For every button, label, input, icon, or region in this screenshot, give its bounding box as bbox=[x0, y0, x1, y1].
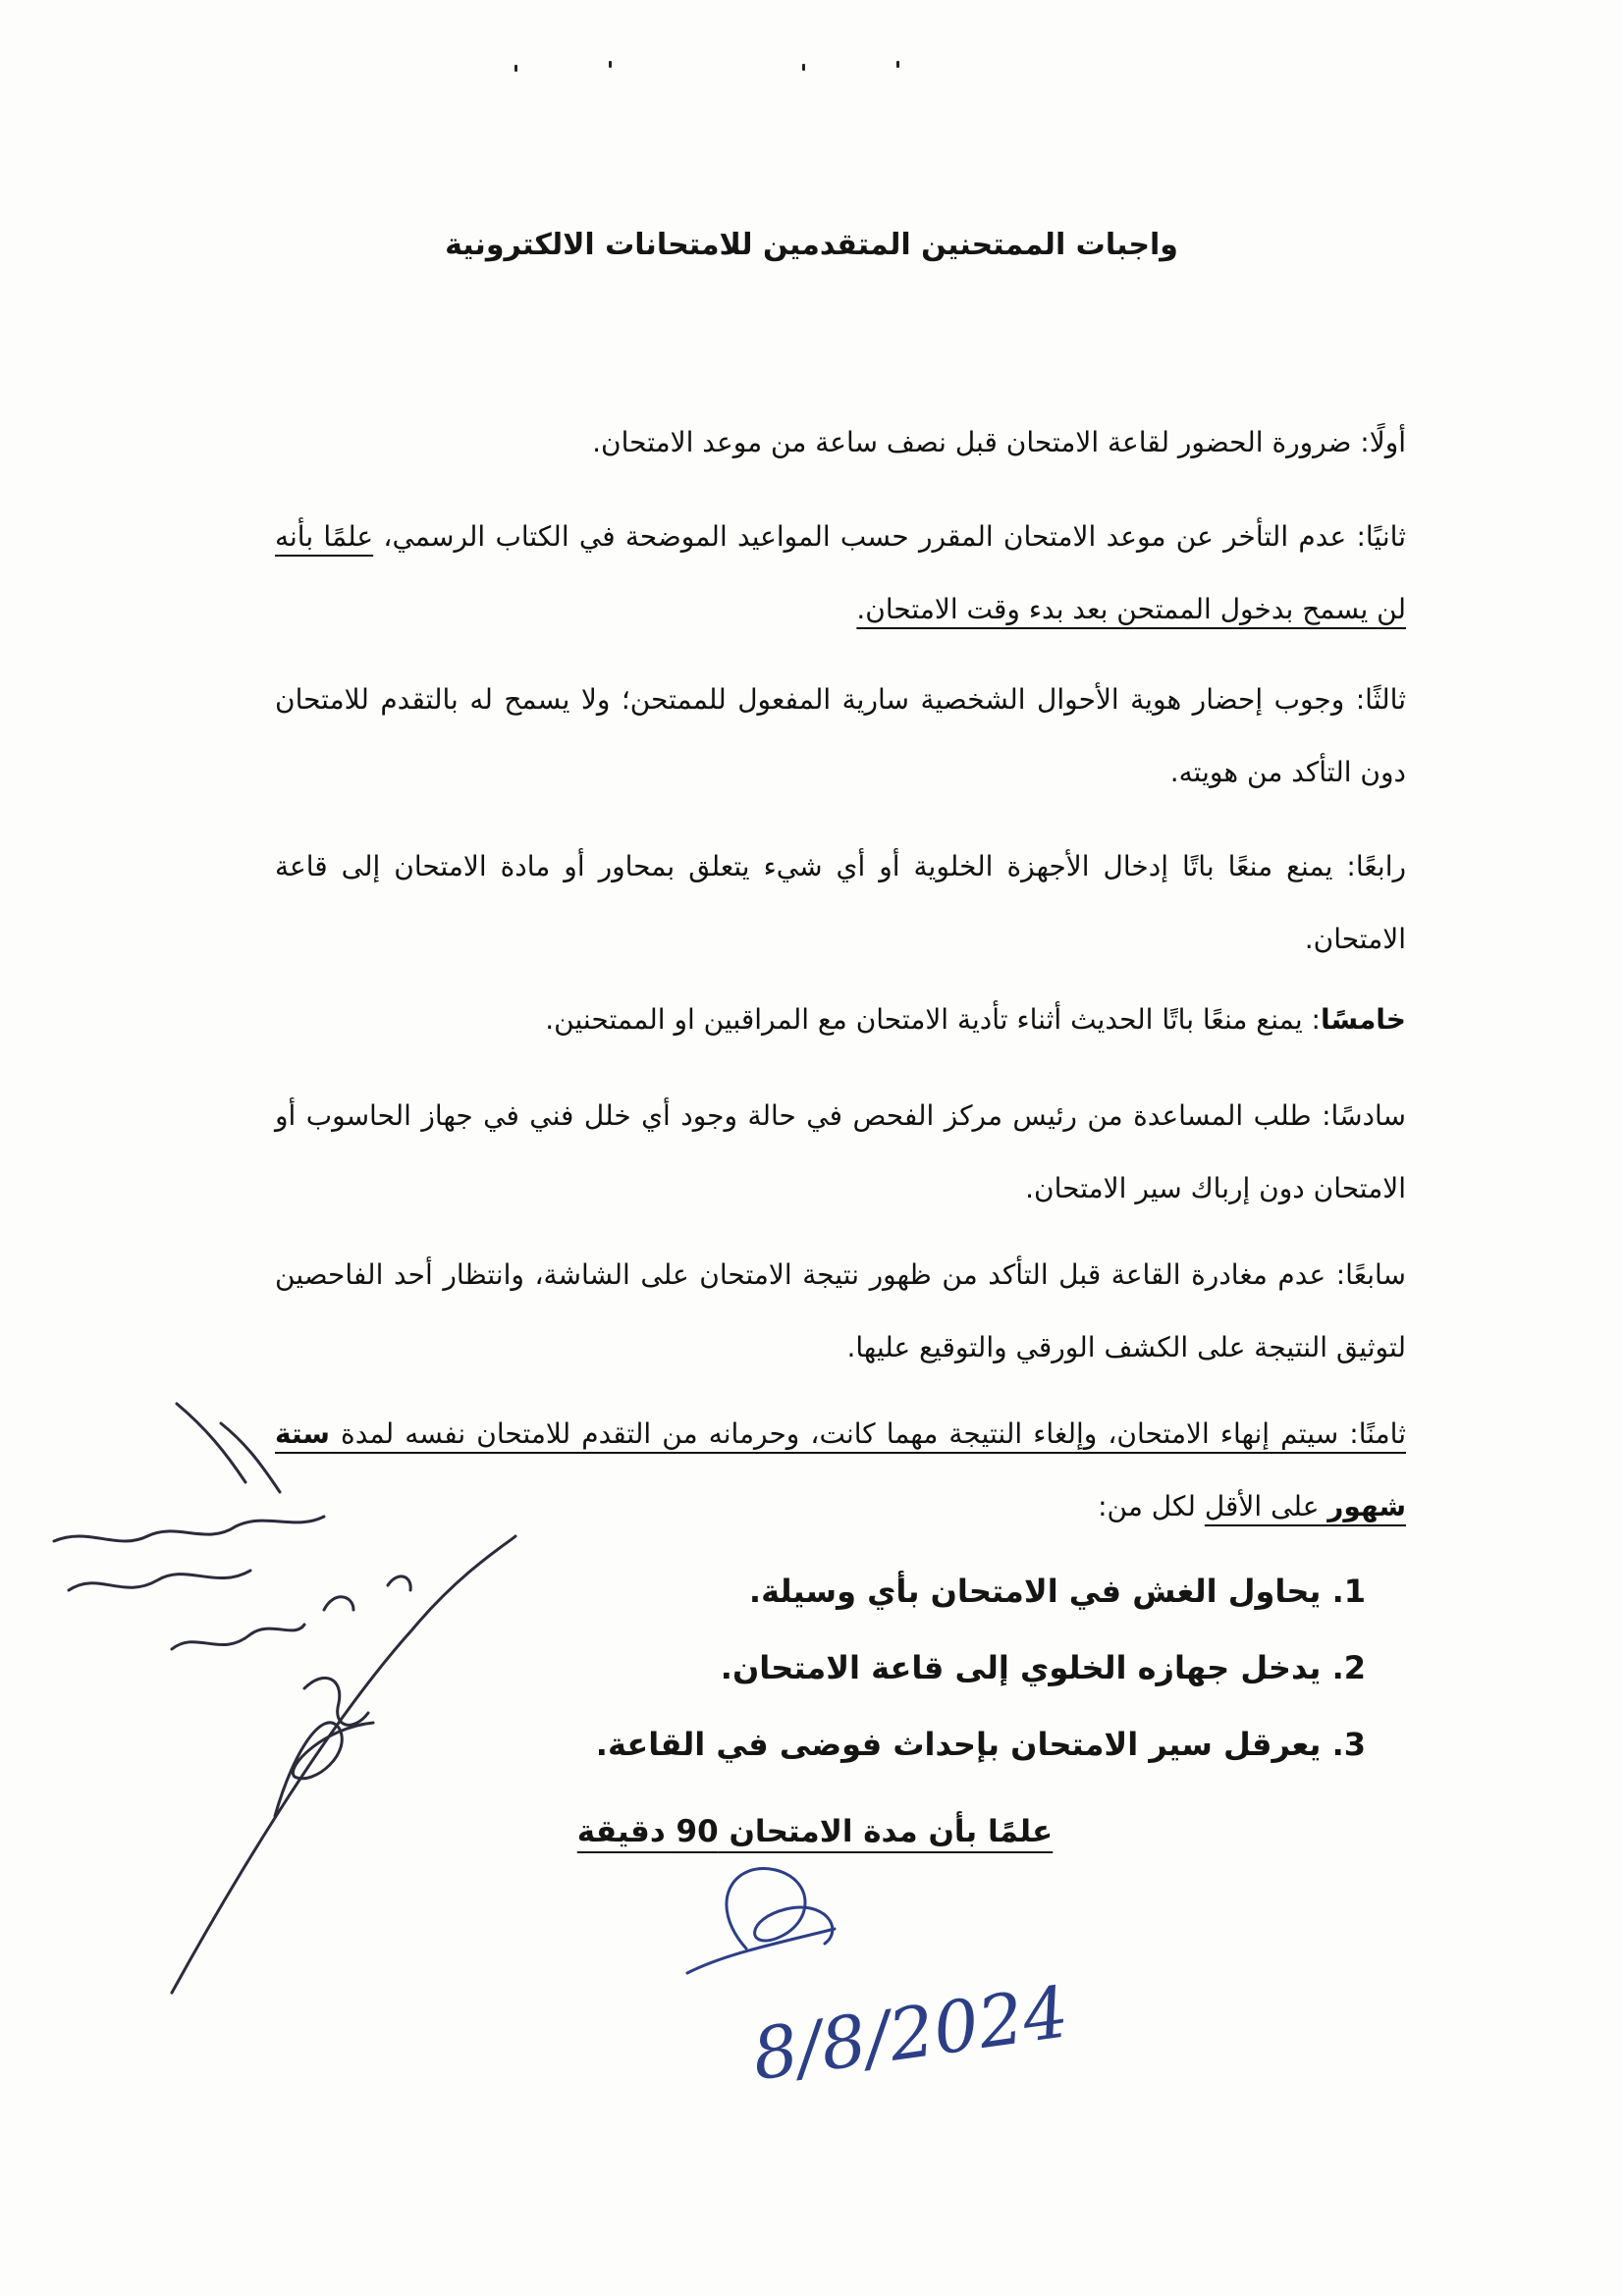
handwritten-date: 8/8/2024 bbox=[747, 1970, 1074, 2097]
clause-text: : عدم التأخر عن موعد الامتحان المقرر حسب المواعيد الموضحة في الكتاب الرسمي، bbox=[373, 520, 1366, 553]
clause-8-bold: ستة شهور bbox=[275, 1417, 1406, 1522]
clause-8-text-2: على الأقل bbox=[1204, 1490, 1328, 1522]
blue-signature bbox=[687, 1929, 835, 1973]
clause-text: : يمنع منعًا باتًا الحديث أثناء تأدية الامتحان مع المراقبين او الممتحنين. bbox=[545, 1003, 1321, 1036]
clause-4 bbox=[275, 830, 1406, 976]
clause-2 bbox=[275, 501, 1406, 646]
clause-prefix: سابعًا bbox=[1345, 1258, 1406, 1291]
clause-text: : طلب المساعدة من رئيس مركز الفحص في حالة وجود أي خلل فني في جهاز الحاسوب أو الامتحان دون إرباك سير الامتحان. bbox=[275, 1099, 1406, 1204]
scan-speck bbox=[802, 64, 805, 71]
document-title: واجبات الممتحنين المتقدمين للامتحانات الالكترونية bbox=[445, 228, 1178, 262]
clause-prefix: ثالثًا bbox=[1365, 683, 1406, 716]
scan-speck bbox=[896, 61, 899, 68]
clause-text: : يمنع منعًا باتًا إدخال الأجهزة الخلوية أو أي شيء يتعلق بمحاور أو مادة الامتحان إلى قاعة الامتحان. bbox=[275, 850, 1406, 955]
clause-7 bbox=[275, 1239, 1406, 1384]
clause-8-text: ثامنًا: سيتم إنهاء الامتحان، وإلغاء النتيجة مهما كانت، وحرمانه من التقدم للامتحان نفسه لمدة bbox=[329, 1417, 1406, 1450]
handwritten-note bbox=[69, 1571, 250, 1590]
signature-stroke bbox=[304, 1678, 368, 1725]
clause-prefix: أولًا bbox=[1369, 426, 1406, 458]
clause-5 bbox=[275, 984, 1406, 1056]
clause-text: : عدم مغادرة القاعة قبل التأكد من ظهور نتيجة الامتحان على الشاشة، وانتظار أحد الفاحصين لتوثيق النتيجة على الكشف الورقي والتوقيع عليها. bbox=[275, 1258, 1406, 1363]
clause-8 bbox=[275, 1398, 1406, 1543]
clause-prefix: سادسًا bbox=[1330, 1099, 1406, 1132]
handwritten-note bbox=[172, 1625, 304, 1649]
clause-3 bbox=[275, 664, 1406, 809]
exam-duration-note bbox=[520, 1814, 1109, 1849]
handwritten-note bbox=[177, 1404, 280, 1492]
clause-text: : ضرورة الحضور لقاعة الامتحان قبل نصف ساعة من موعد الامتحان. bbox=[592, 426, 1370, 458]
clause-text: : وجوب إحضار هوية الأحوال الشخصية سارية المفعول للممتحن؛ ولا يسمح له بالتقدم للامتحان دون التأكد من هويته. bbox=[275, 683, 1406, 788]
clause-6 bbox=[275, 1080, 1406, 1225]
signature-stroke bbox=[275, 1723, 373, 1816]
scan-speck bbox=[514, 65, 517, 72]
signature-stroke bbox=[172, 1536, 515, 1993]
clause-prefix: خامسًا bbox=[1320, 1003, 1406, 1036]
clause-prefix: ثانيًا bbox=[1365, 520, 1406, 553]
blue-signature bbox=[727, 1869, 833, 1949]
scan-speck bbox=[609, 61, 612, 68]
exam-duration-text: علمًا بأن مدة الامتحان 90 دقيقة bbox=[576, 1814, 1054, 1849]
clause-prefix: رابعًا bbox=[1355, 850, 1406, 882]
clause-underlined-text: علمًا بأنه لن يسمح بدخول الممتحن بعد بدء وقت الامتحان. bbox=[275, 520, 1406, 625]
clause-8-text-3: لكل من: bbox=[1098, 1490, 1205, 1522]
list-item: 3. يعرقل سير الامتحان بإحداث فوضى في القاعة. bbox=[595, 1726, 1366, 1763]
signature-stroke bbox=[324, 1576, 410, 1610]
list-item: 2. يدخل جهازه الخلوي إلى قاعة الامتحان. bbox=[720, 1649, 1366, 1686]
clause-1 bbox=[275, 406, 1406, 479]
list-item: 1. يحاول الغش في الامتحان بأي وسيلة. bbox=[748, 1573, 1366, 1610]
